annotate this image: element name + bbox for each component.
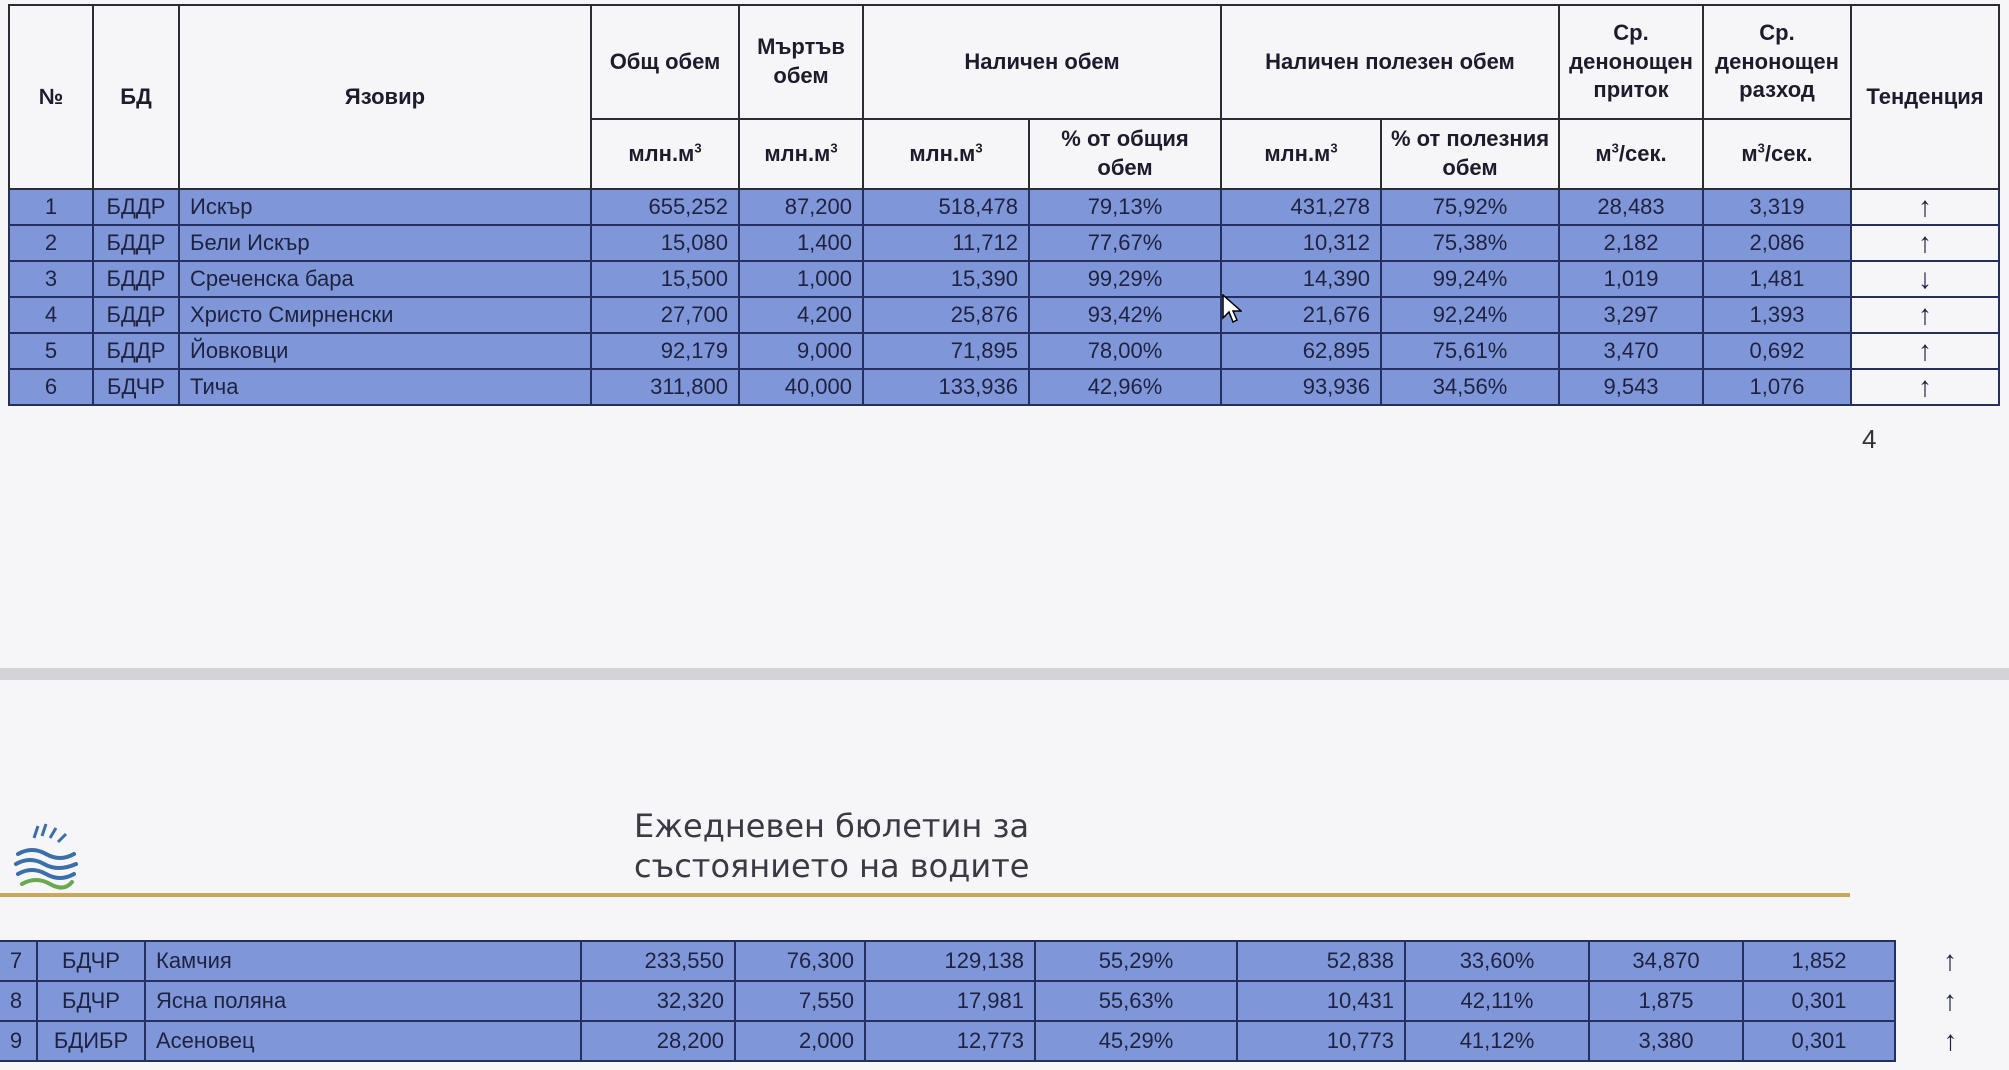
table-row [9,297,1999,333]
table-row [9,261,1999,297]
dead-volume: 9,000 [739,333,863,369]
col-header-avg-inflow: Ср. денонощен приток [1559,5,1703,119]
total-volume: 28,200 [581,1021,735,1061]
dead-volume: 2,000 [735,1021,865,1061]
avg-outflow: 0,692 [1703,333,1851,369]
dead-volume: 40,000 [739,369,863,405]
col-header-total-volume: Общ обем [591,5,739,119]
available-pct: 55,29% [1035,941,1237,981]
avg-outflow: 1,852 [1743,941,1895,981]
available-volume: 12,773 [865,1021,1035,1061]
total-volume: 15,080 [591,225,739,261]
available-volume: 15,390 [863,261,1029,297]
unit-pct-total: % от общия обем [1029,119,1221,189]
total-volume: 311,800 [591,369,739,405]
unit-pct-useful: % от полезния обем [1381,119,1559,189]
useful-pct: 41,12% [1405,1021,1589,1061]
unit-outflow: $м^3$/сек. [1703,119,1851,189]
avg-outflow: 2,086 [1703,225,1851,261]
table-row [0,1021,2005,1061]
table-row [9,333,1999,369]
available-pct: 42,96% [1029,369,1221,405]
available-volume: 25,876 [863,297,1029,333]
row-number: 3 [9,261,93,297]
total-volume: 32,320 [581,981,735,1021]
dead-volume: 1,400 [739,225,863,261]
unit-total-volume: $млн.м^3$ [591,119,739,189]
unit-available-volume: $млн.м^3$ [863,119,1029,189]
trend-arrow-icon: ↑ [1851,369,1999,405]
table-header-row [9,5,1999,119]
dead-volume: 76,300 [735,941,865,981]
total-volume: 15,500 [591,261,739,297]
useful-volume: 93,936 [1221,369,1381,405]
row-number: 4 [9,297,93,333]
total-volume: 27,700 [591,297,739,333]
row-number: 8 [0,981,37,1021]
col-header-available-volume: Наличен обем [863,5,1221,119]
useful-pct: 75,38% [1381,225,1559,261]
bulletin-title-line1: Ежедневен бюлетин за [634,807,1030,845]
available-volume: 71,895 [863,333,1029,369]
avg-inflow: 9,543 [1559,369,1703,405]
avg-inflow: 34,870 [1589,941,1743,981]
basin-directorate: БДДР [93,333,179,369]
useful-volume: 62,895 [1221,333,1381,369]
basin-directorate: БДДР [93,297,179,333]
useful-pct: 34,56% [1381,369,1559,405]
reservoir-table-page2 [0,940,2006,1062]
dam-name: Йовковци [179,333,591,369]
row-number: 7 [0,941,37,981]
avg-outflow: 0,301 [1743,1021,1895,1061]
dam-name: Асеновец [145,1021,581,1061]
page-number: 4 [1862,424,1877,454]
trend-arrow-icon: ↑ [1895,981,2005,1021]
basin-directorate: БДЧР [37,981,145,1021]
total-volume: 92,179 [591,333,739,369]
available-pct: 78,00% [1029,333,1221,369]
basin-directorate: БДИБР [37,1021,145,1061]
useful-volume: 21,676 [1221,297,1381,333]
table-row [0,941,2005,981]
avg-outflow: 0,301 [1743,981,1895,1021]
useful-volume: 52,838 [1237,941,1405,981]
useful-volume: 10,431 [1237,981,1405,1021]
trend-arrow-icon: ↑ [1851,189,1999,225]
bulletin-title [634,806,1029,886]
unit-useful-volume: $млн.м^3$ [1221,119,1381,189]
dam-name: Тича [179,369,591,405]
basin-directorate: БДЧР [37,941,145,981]
useful-pct: 33,60% [1405,941,1589,981]
trend-arrow-icon: ↑ [1851,297,1999,333]
available-volume: 11,712 [863,225,1029,261]
useful-pct: 99,24% [1381,261,1559,297]
gold-divider [0,893,1850,897]
basin-directorate: БДЧР [93,369,179,405]
table-row [9,225,1999,261]
avg-inflow: 3,297 [1559,297,1703,333]
available-pct: 45,29% [1035,1021,1237,1061]
basin-directorate: БДДР [93,261,179,297]
avg-outflow: 1,393 [1703,297,1851,333]
dam-name: Христо Смирненски [179,297,591,333]
row-number: 2 [9,225,93,261]
row-number: 6 [9,369,93,405]
reservoir-table-page1 [8,4,2000,406]
available-pct: 79,13% [1029,189,1221,225]
total-volume: 655,252 [591,189,739,225]
available-pct: 77,67% [1029,225,1221,261]
useful-pct: 75,92% [1381,189,1559,225]
row-number: 9 [0,1021,37,1061]
table-row [9,189,1999,225]
avg-outflow: 1,076 [1703,369,1851,405]
useful-volume: 431,278 [1221,189,1381,225]
ministry-logo-icon [12,820,82,900]
dead-volume: 4,200 [739,297,863,333]
avg-outflow: 1,481 [1703,261,1851,297]
avg-inflow: 3,380 [1589,1021,1743,1061]
available-volume: 17,981 [865,981,1035,1021]
useful-volume: 10,312 [1221,225,1381,261]
dead-volume: 1,000 [739,261,863,297]
trend-arrow-icon: ↑ [1851,333,1999,369]
mouse-cursor-icon [1222,294,1242,324]
trend-arrow-icon: ↑ [1895,941,2005,981]
row-number: 1 [9,189,93,225]
available-pct: 99,29% [1029,261,1221,297]
unit-inflow: $м^3$/сек. [1559,119,1703,189]
bulletin-title-line2: състоянието на водите [634,847,1030,885]
trend-arrow-icon: ↑ [1851,225,1999,261]
col-header-dam: Язовир [179,5,591,189]
basin-directorate: БДДР [93,189,179,225]
avg-inflow: 1,019 [1559,261,1703,297]
dam-name: Среченска бара [179,261,591,297]
dam-name: Бели Искър [179,225,591,261]
dam-name: Искър [179,189,591,225]
available-volume: 129,138 [865,941,1035,981]
available-volume: 133,936 [863,369,1029,405]
unit-dead-volume: $млн.м^3$ [739,119,863,189]
avg-inflow: 3,470 [1559,333,1703,369]
useful-pct: 75,61% [1381,333,1559,369]
basin-directorate: БДДР [93,225,179,261]
dam-name: Ясна поляна [145,981,581,1021]
avg-inflow: 2,182 [1559,225,1703,261]
dam-name: Камчия [145,941,581,981]
page-separator [0,668,2009,680]
row-number: 5 [9,333,93,369]
total-volume: 233,550 [581,941,735,981]
avg-inflow: 28,483 [1559,189,1703,225]
trend-arrow-icon: ↑ [1895,1021,2005,1061]
table-row [0,981,2005,1021]
avg-outflow: 3,319 [1703,189,1851,225]
col-header-trend: Тенденция [1851,5,1999,189]
col-header-dead-volume: Мъртъв обем [739,5,863,119]
dead-volume: 7,550 [735,981,865,1021]
useful-volume: 14,390 [1221,261,1381,297]
table-row [9,369,1999,405]
col-header-available-useful-volume: Наличен полезен обем [1221,5,1559,119]
useful-volume: 10,773 [1237,1021,1405,1061]
col-header-bd: БД [93,5,179,189]
useful-pct: 42,11% [1405,981,1589,1021]
available-pct: 55,63% [1035,981,1237,1021]
available-volume: 518,478 [863,189,1029,225]
available-pct: 93,42% [1029,297,1221,333]
col-header-avg-outflow: Ср. денонощен разход [1703,5,1851,119]
trend-arrow-icon: ↓ [1851,261,1999,297]
useful-pct: 92,24% [1381,297,1559,333]
dead-volume: 87,200 [739,189,863,225]
avg-inflow: 1,875 [1589,981,1743,1021]
col-header-no: № [9,5,93,189]
